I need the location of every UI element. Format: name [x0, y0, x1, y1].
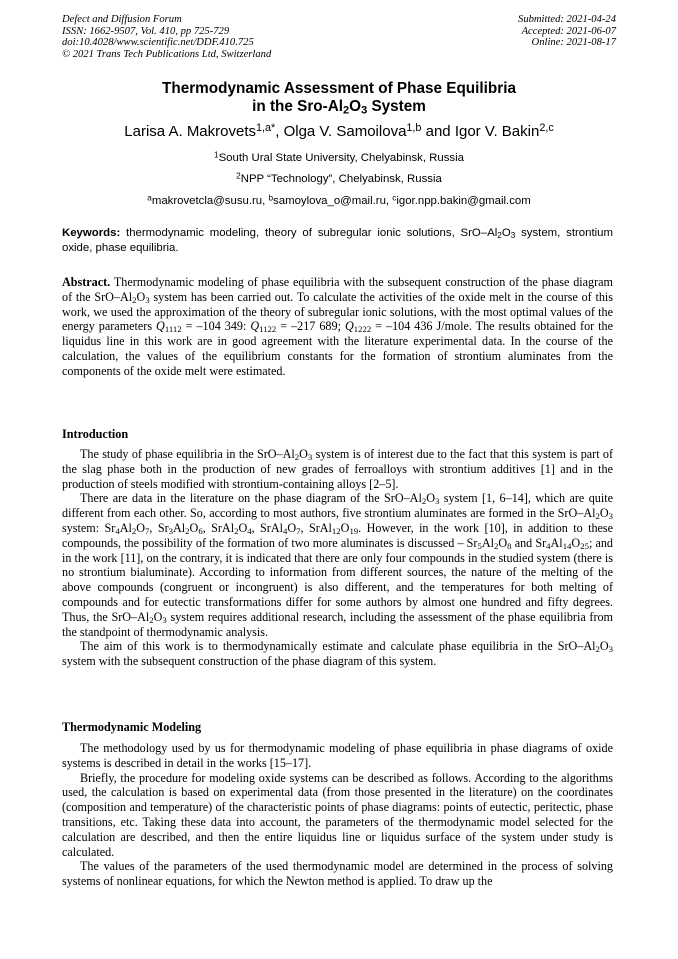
author-2: Olga V. Samoilova — [283, 123, 407, 140]
copyright-line: © 2021 Trans Tech Publications Ltd, Switzerland — [62, 48, 272, 60]
intro-paragraph-3: The aim of this work is to thermodynamically estimate and calculate phase equilibria in the SrO–$Al_2O_3$ system with the subsequent construction of the phase diagram of this system. — [62, 639, 613, 669]
modeling-paragraph-1: The methodology used by us for thermodynamic modeling of phase equilibria in phase diagrams of oxide systems is described in detail in the works [15–17]. — [62, 741, 613, 770]
author-list: Larisa A. Makrovets$^{1,a*}$, Olga V. Samoilova$^{1,b}$ and Igor V. Bakin$^{2,c}$ — [124, 122, 554, 140]
email-c[interactable]: igor.npp.bakin@gmail.com — [396, 195, 531, 207]
keywords: Keywords: thermodynamic modeling, theory of subregular ionic solutions, SrO–$Al_2O_3$ system, strontium oxide, phase equilibria. — [62, 227, 613, 254]
affiliation-2: $^2$NPP “Technology”, Chelyabinsk, Russia — [236, 171, 442, 185]
modeling-body — [62, 741, 613, 889]
author-3: Igor V. Bakin — [454, 123, 540, 140]
author-emails: $^a$makrovetcla@susu.ru, $^b$samoylova_o@mail.ru, $^c$igor.npp.bakin@gmail.com — [147, 193, 531, 207]
journal-name: Defect and Diffusion Forum — [62, 14, 182, 25]
submitted-date: Submitted: 2021-04-24 — [518, 14, 616, 25]
keywords-label: Keywords: — [62, 227, 121, 239]
abstract-label: Abstract. — [62, 275, 111, 289]
email-b[interactable]: samoylova_o@mail.ru, — [273, 195, 393, 207]
introduction-body — [62, 447, 613, 669]
issn-line: ISSN: 1662-9507, Vol. 410, pp 725-729 — [62, 25, 230, 37]
online-date: Online: 2021-08-17 — [531, 37, 616, 49]
author-1: Larisa A. Makrovets — [124, 123, 256, 140]
email-a[interactable]: makrovetcla@susu.ru, — [151, 195, 269, 207]
abstract: Abstract. Thermodynamic modeling of phase equilibria with the subsequent construction of the phase diagram of the SrO–$Al_2O_3$ system has been carried out. To calculate the activities of the oxide melt in the course of this work, we used the approximation of the theory of subregular ionic solutions, with the most optimal values of the energy parameters $Q_{1112} = -104$ 349: $Q_{1122} = -217$ 689; $Q_{1222} = -104$ 436 J/mole. The results obtained for the liquidus line in this work are in good agreement with the literature experimental data. In the course of the calculation, the values of the equilibrium constants for the formation of strontium aluminates from the components of the oxide melt were estimated. — [62, 275, 613, 378]
title-line-1: Thermodynamic Assessment of Phase Equilibria — [162, 80, 516, 97]
intro-paragraph-2: There are data in the literature on the phase diagram of the SrO–$Al_2O_3$ system [1, 6–14], which are quite different from each other. So, according to most authors, five strontium aluminates are formed in the SrO–$Al_2O_3$ system: $Sr_4Al_2O_7$, $Sr_3Al_2O_6$, $SrAl_2O_4$, $SrAl_4O_7$, $SrAl_{12}O_{19}$. However, in the work [10], in addition to these compounds, the possibility of the formation of two more aluminates is discussed – $Sr_5Al_2O_8$ and $Sr_4Al_{14}O_{25}$; and in the work [11], on the contrary, it is indicated that there are only four compounds in the studied system (there is no strontium bialuminate). According to information from different sources, the nature of the melting of the above compounds (congruent or incongruent) is also different, and the temperatures for both melting of compounds and for eutectic transformations differ for some authors by almost one hundred and fifty degrees. Thus, the SrO–$Al_2O_3$ system requires additional research, including the assessment of the phase equilibria from the standpoint of thermodynamic analysis. — [62, 491, 614, 639]
doi-line: doi:10.4028/www.scientific.net/DDF.410.725 — [62, 37, 254, 49]
dates-header — [518, 14, 616, 49]
intro-paragraph-1: The study of phase equilibria in the SrO–$Al_2O_3$ system is of interest due to the fact that this system is part of the slag phase both in the production of new grades of ferroalloys with strontium additives [1] and in the production of steels modified with strontium-containing alloys [2–5]. — [62, 447, 614, 491]
introduction-heading: Introduction — [62, 427, 129, 441]
modeling-paragraph-3: The values of the parameters of the used thermodynamic model are determined in the process of solving systems of nonlinear equations, for which the Newton method is applied. To draw up the — [62, 859, 613, 889]
modeling-heading: Thermodynamic Modeling — [62, 720, 202, 734]
accepted-date: Accepted: 2021-06-07 — [521, 25, 616, 37]
modeling-paragraph-2: Briefly, the procedure for modeling oxide systems can be described as follows. According to the algorithms used, the calculation is based on experimental data (from those presented in the literature) on the coordinates (composition and temperature) of the characteristic points of phase diagrams: points of eutectic, peritectic, phase transitions, etc. Taking these data into account, the parameters of the thermodynamic model selected for the calculation are described, and then the entire liquidus line or liquidus surface of the system under study is calculated. — [62, 770, 613, 859]
title-line-2: in the Sro-$Al_2O_3$ System — [252, 98, 426, 117]
affiliation-1: $^1$South Ural State University, Chelyabinsk, Russia — [214, 150, 464, 164]
journal-header — [62, 14, 271, 60]
paper-title — [0, 80, 678, 116]
